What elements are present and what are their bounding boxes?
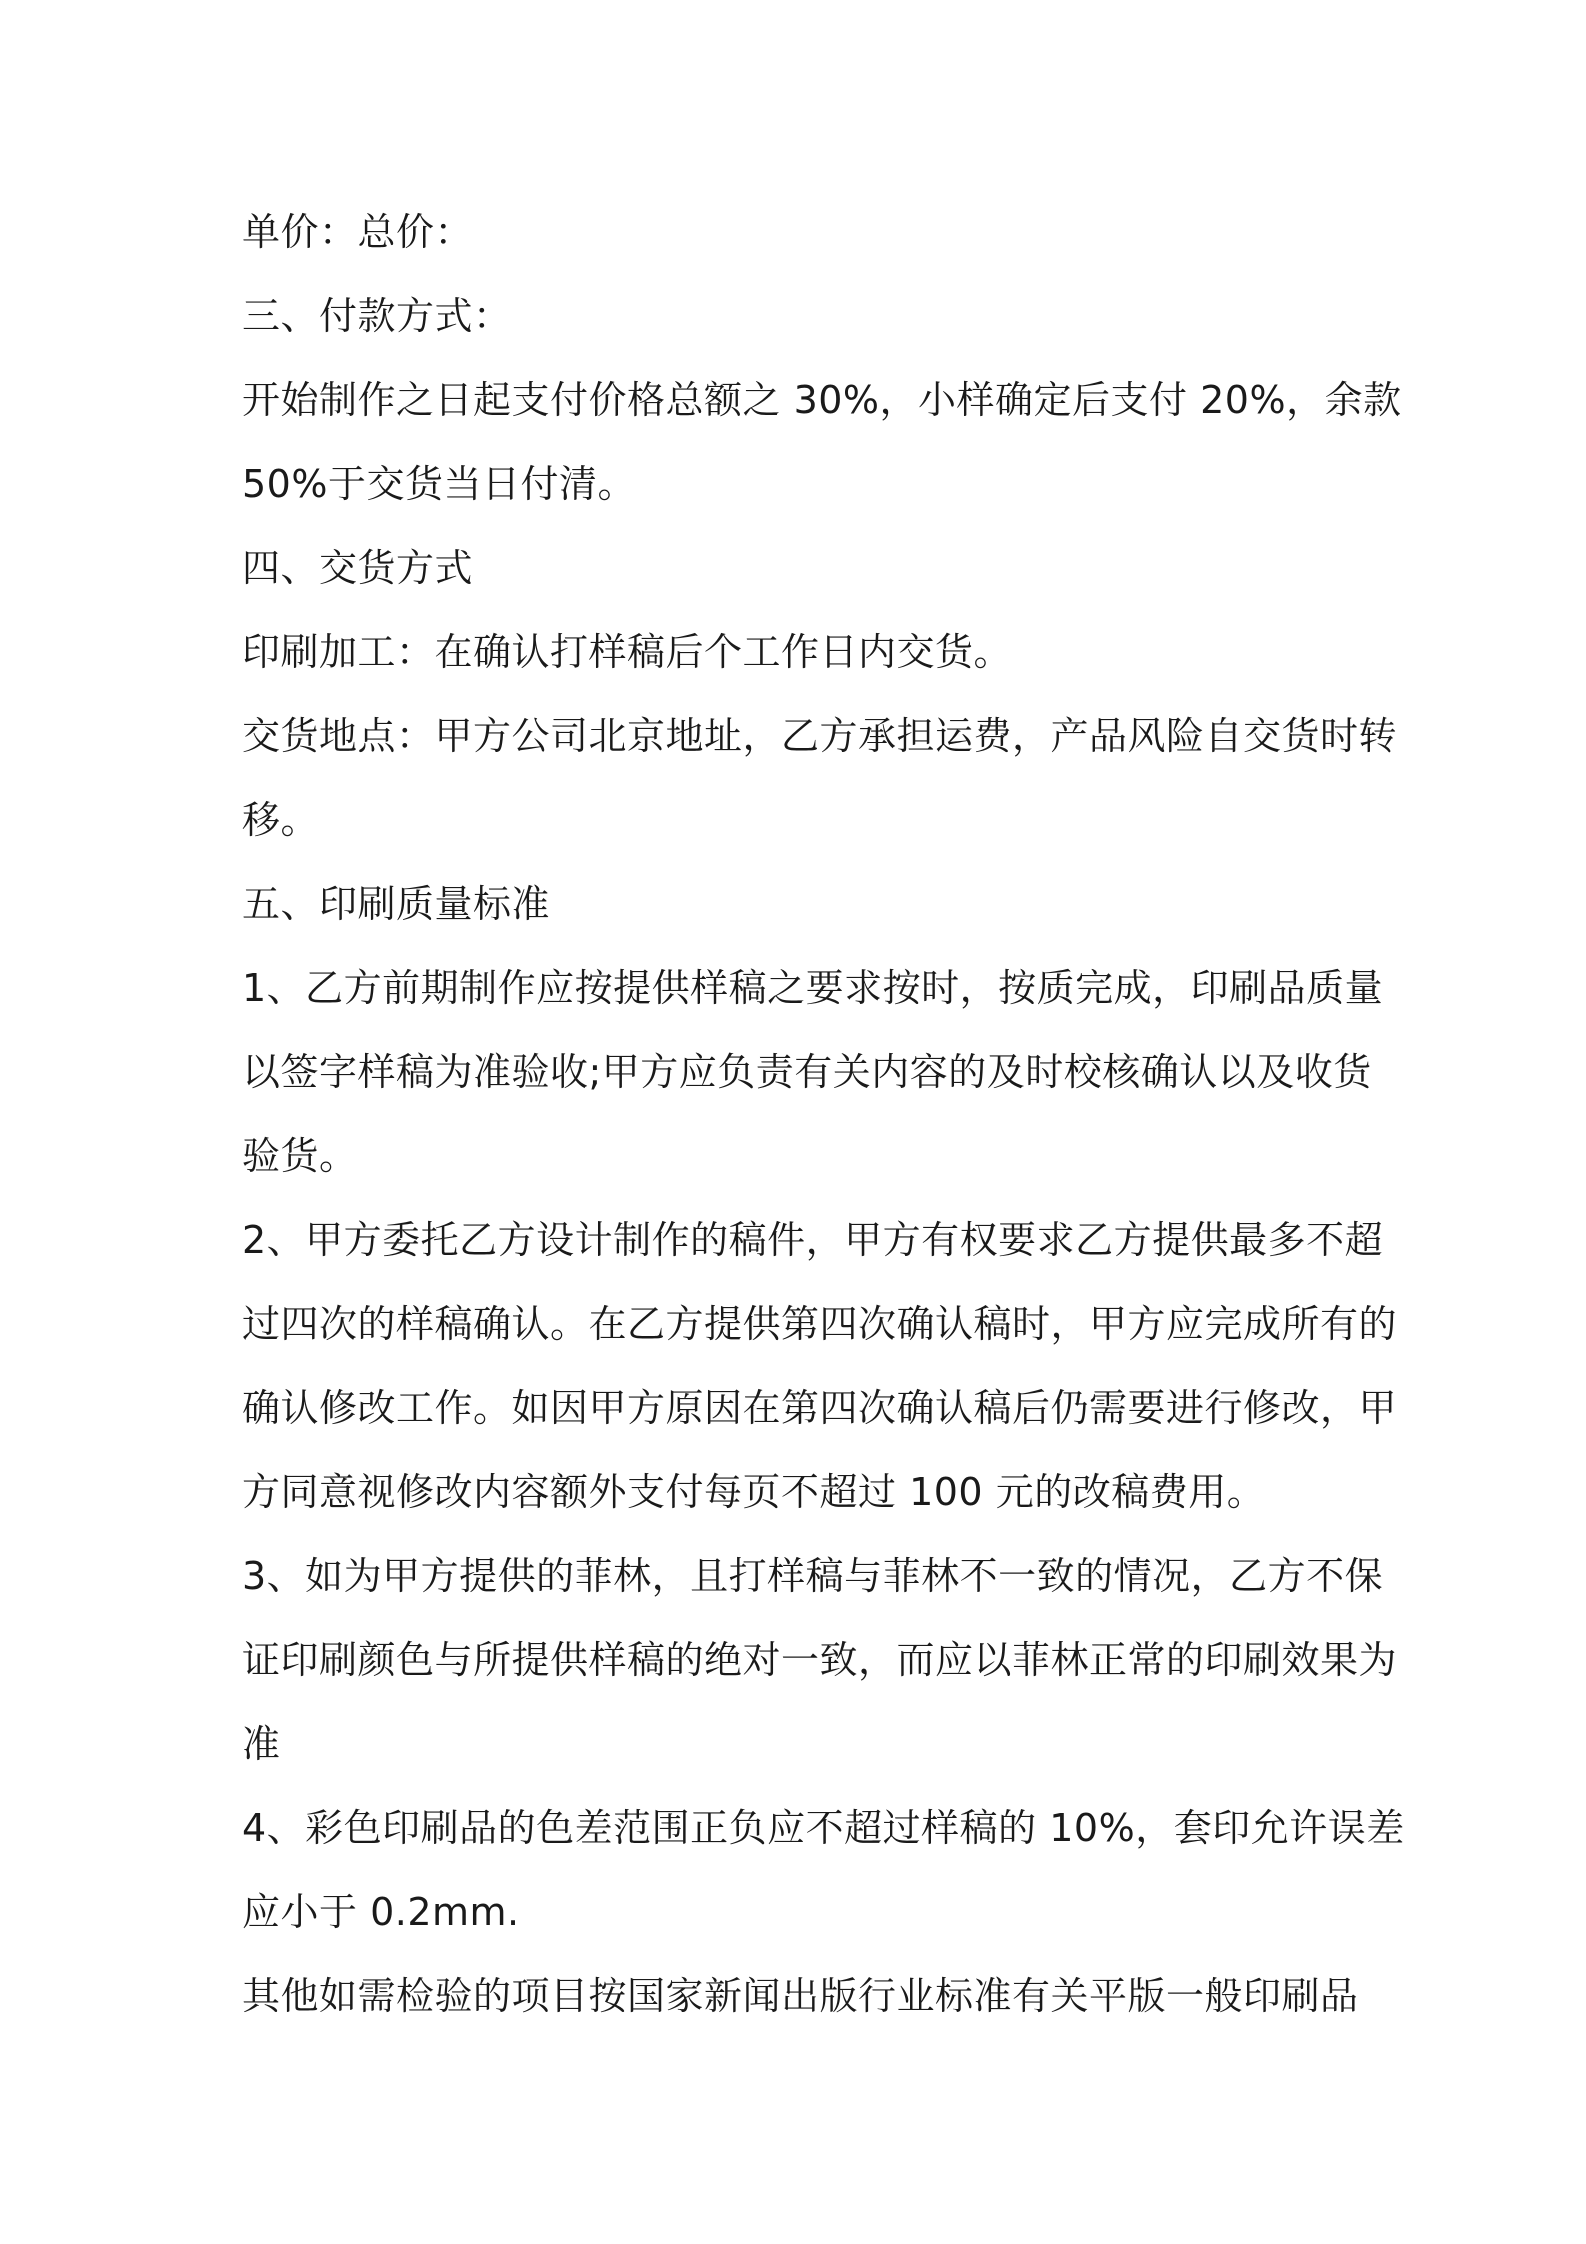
paragraph-line: 交货地点：甲方公司北京地址，乙方承担运费，产品风险自交货时转	[242, 714, 1398, 758]
paragraph-line: 1、乙方前期制作应按提供样稿之要求按时，按质完成，印刷品质量	[242, 966, 1384, 1010]
section-heading-payment: 三、付款方式：	[242, 294, 512, 338]
paragraph-line: 应小于 0.2mm.	[242, 1890, 520, 1934]
paragraph-line: 4、彩色印刷品的色差范围正负应不超过样稿的 10%，套印允许误差	[242, 1806, 1405, 1850]
paragraph-line: 确认修改工作。如因甲方原因在第四次确认稿后仍需要进行修改，甲	[242, 1386, 1398, 1430]
paragraph-line: 过四次的样稿确认。在乙方提供第四次确认稿时，甲方应完成所有的	[242, 1302, 1398, 1346]
paragraph-line: 印刷加工：在确认打样稿后个工作日内交货。	[242, 630, 1013, 674]
paragraph-line: 移。	[242, 798, 320, 842]
paragraph-line: 开始制作之日起支付价格总额之 30%，小样确定后支付 20%，余款	[242, 378, 1402, 422]
paragraph-line: 其他如需检验的项目按国家新闻出版行业标准有关平版一般印刷品	[242, 1974, 1359, 2018]
paragraph-line: 证印刷颜色与所提供样稿的绝对一致，而应以菲林正常的印刷效果为	[242, 1638, 1398, 1682]
paragraph-line: 验货。	[242, 1134, 358, 1178]
paragraph-line: 准	[242, 1722, 281, 1766]
paragraph-line: 3、如为甲方提供的菲林，且打样稿与菲林不一致的情况，乙方不保	[242, 1554, 1384, 1598]
paragraph-line: 以签字样稿为准验收;甲方应负责有关内容的及时校核确认以及收货	[242, 1050, 1372, 1094]
paragraph-line: 50%于交货当日付清。	[242, 462, 636, 506]
paragraph-line: 方同意视修改内容额外支付每页不超过 100 元的改稿费用。	[242, 1470, 1266, 1514]
section-heading-delivery: 四、交货方式	[242, 546, 474, 590]
price-line: 单价：总价：	[242, 210, 474, 254]
document-body	[242, 190, 1405, 2038]
section-heading-quality: 五、印刷质量标准	[242, 882, 551, 926]
paragraph-line: 2、甲方委托乙方设计制作的稿件，甲方有权要求乙方提供最多不超	[242, 1218, 1384, 1262]
